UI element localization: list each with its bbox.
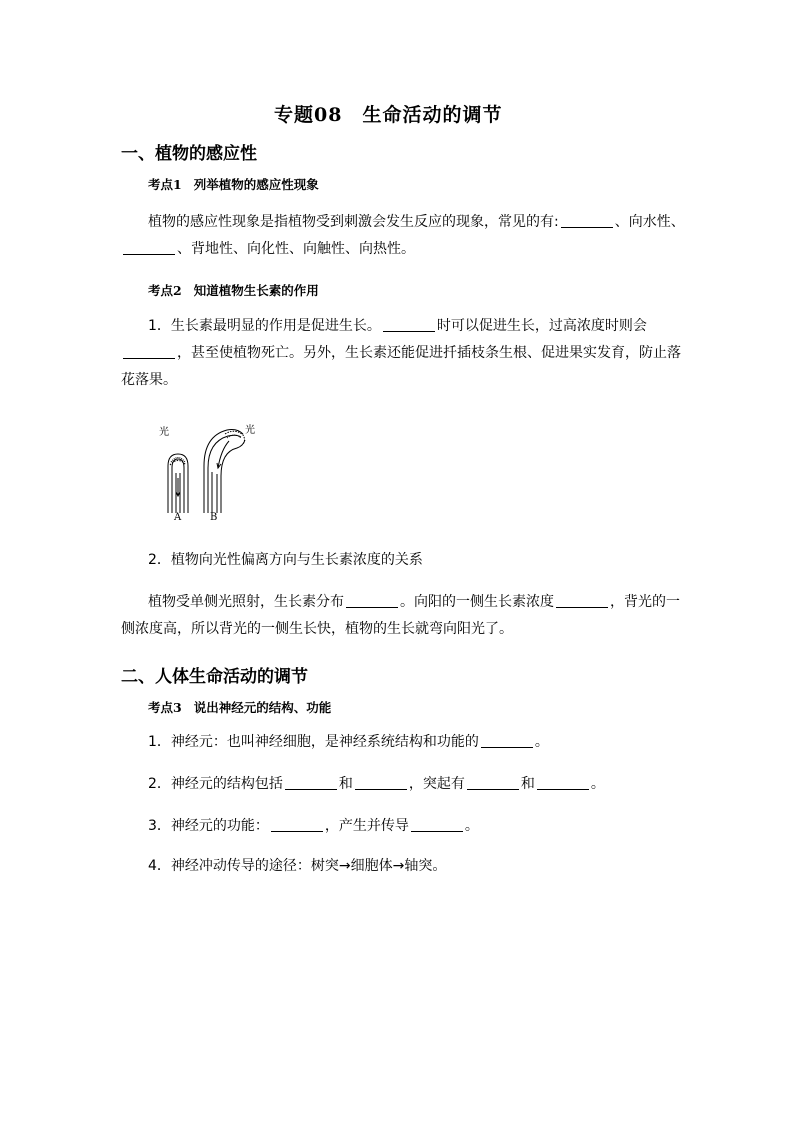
paragraph-phototropism-line1 [148, 588, 680, 616]
phototropism-figure [155, 418, 265, 526]
section-heading-human-regulation: 二、人体生命活动的调节 [121, 667, 308, 687]
exam-point-label: 考点1 [148, 177, 182, 192]
text-run: 4．神经冲动传导的途径：树突→细胞体→轴突。 [148, 858, 447, 874]
question-neuron-structure [148, 770, 605, 798]
text-run: ，背光的一 [610, 594, 680, 610]
seedling-label-b: B [210, 512, 218, 523]
text-run: 花落果。 [121, 372, 177, 388]
fill-blank[interactable] [355, 775, 407, 790]
exam-point-3 [148, 698, 331, 716]
fill-blank[interactable] [383, 317, 435, 332]
exam-point-2 [148, 281, 319, 299]
section-heading-plant-response: 一、植物的感应性 [121, 144, 257, 164]
exam-point-label: 考点2 [148, 283, 182, 298]
text-run: 1．神经元：也叫神经细胞，是神经系统结构和功能的 [148, 734, 479, 750]
paragraph-auxin-line3 [121, 366, 177, 394]
text-run: ，突起有 [408, 776, 465, 792]
text-run: ，甚至使植物死亡。另外，生长素还能促进扦插枝条生根、促进果实发育，防止落 [177, 345, 681, 361]
seedling-label-a: A [174, 512, 182, 523]
exam-point-1 [148, 175, 319, 193]
text-run: 2．神经元的结构包括 [148, 776, 283, 792]
fill-blank[interactable] [467, 775, 519, 790]
page-title: 专题08 生命活动的调节 [274, 104, 503, 126]
exam-point-text: 列举植物的感应性现象 [193, 177, 319, 192]
text-run: 。 [534, 734, 549, 750]
paragraph-auxin-line1 [148, 312, 647, 340]
text-run: 时可以促进生长，过高浓度时则会 [436, 318, 647, 334]
question-neuron-definition [148, 728, 549, 756]
fill-blank[interactable] [537, 775, 589, 790]
seedling-b [204, 430, 245, 514]
fill-blank[interactable] [346, 593, 398, 608]
exam-point-text: 知道植物生长素的作用 [193, 283, 319, 298]
text-run: 和 [338, 776, 353, 792]
text-run: 、向水性、 [614, 214, 685, 230]
text-run: 2．植物向光性偏离方向与生长素浓度的关系 [148, 552, 423, 568]
text-run: 、背地性、向化性、向触性、向热性。 [177, 241, 415, 257]
text-run: 和 [520, 776, 535, 792]
fill-blank[interactable] [411, 817, 463, 832]
subheading-phototropism [148, 546, 423, 574]
paragraph-auxin-line2 [121, 339, 681, 367]
text-run: 。 [590, 776, 605, 792]
text-run: 。 [464, 818, 479, 834]
fill-blank[interactable] [123, 344, 175, 359]
question-impulse-path [148, 852, 446, 880]
paragraph-response-types-cont [121, 235, 415, 263]
light-label-a: 光 [159, 427, 169, 438]
text-run: 植物受单侧光照射，生长素分布 [148, 594, 344, 610]
seedling-a [168, 454, 188, 513]
question-neuron-function [148, 812, 479, 840]
exam-point-text: 说出神经元的结构、功能 [193, 700, 332, 715]
text-run: 1．生长素最明显的作用是促进生长。 [148, 318, 381, 334]
text-run: 侧浓度高，所以背光的一侧生长快，植物的生长就弯向阳光了。 [121, 621, 513, 637]
text-run: 3．神经元的功能： [148, 818, 269, 834]
fill-blank[interactable] [123, 240, 175, 255]
fill-blank[interactable] [271, 817, 323, 832]
fill-blank[interactable] [481, 733, 533, 748]
fill-blank[interactable] [556, 593, 608, 608]
exam-point-label: 考点3 [148, 700, 182, 715]
fill-blank[interactable] [561, 213, 613, 228]
text-run: ，产生并传导 [324, 818, 409, 834]
paragraph-response-types [148, 208, 685, 236]
text-run: 植物的感应性现象是指植物受到刺激会发生反应的现象，常见的有: [148, 214, 559, 230]
fill-blank[interactable] [285, 775, 337, 790]
text-run: 。向阳的一侧生长素浓度 [400, 594, 554, 610]
paragraph-phototropism-line2 [121, 615, 513, 643]
light-label-b: 光 [245, 425, 255, 436]
seedling-diagram [155, 418, 265, 516]
